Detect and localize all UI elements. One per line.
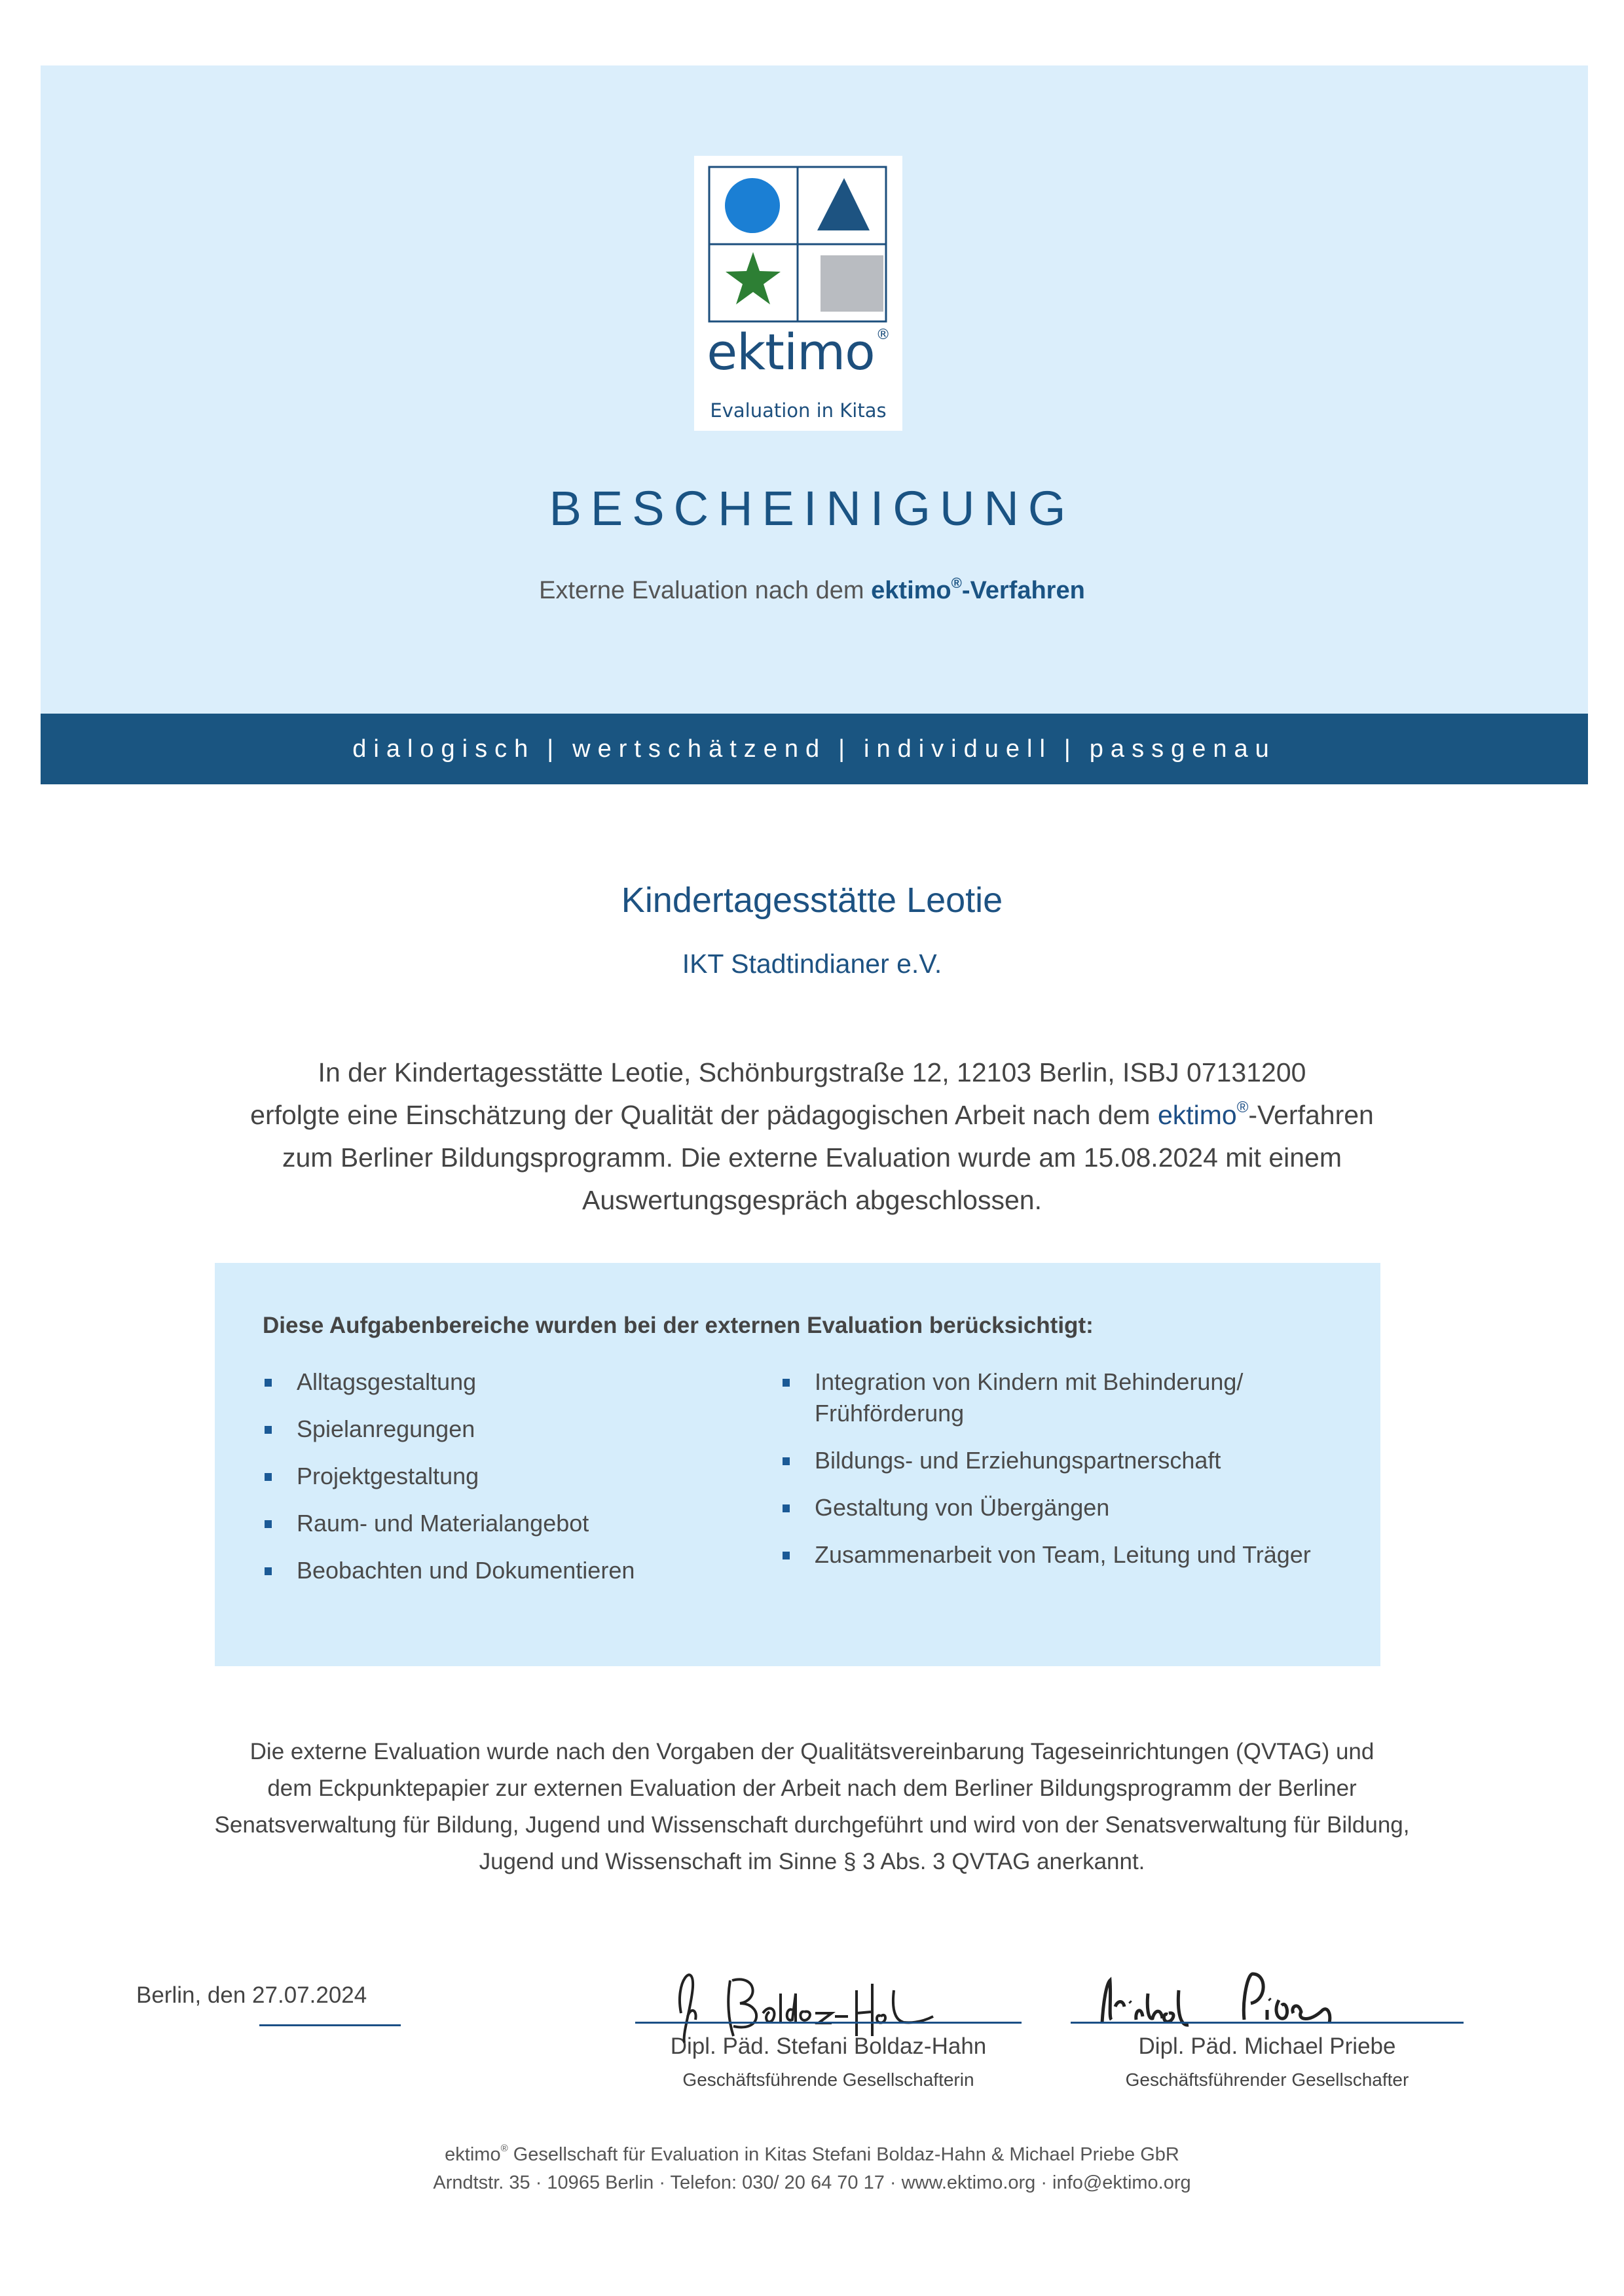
list-item-text: Alltagsgestaltung	[297, 1368, 477, 1395]
signature-priebe	[1071, 1954, 1464, 2046]
recognition-line: dem Eckpunktepapier zur externen Evaluation der Arbeit nach dem Berliner Bildungsprogramm der Berliner	[267, 1776, 1357, 1801]
institution-name: Kindertagesstätte Leotie	[621, 881, 1003, 920]
signatory-role: Geschäftsführender Gesellschafter	[1125, 2069, 1409, 2090]
signature-area	[635, 1954, 1022, 2024]
bullet-icon	[265, 1379, 272, 1387]
subtitle-brand	[871, 577, 1085, 604]
subtitle-prefix: Externe Evaluation nach dem	[539, 577, 872, 604]
footer-company	[0, 2143, 1624, 2166]
list-item	[781, 1492, 1312, 1523]
list-item	[263, 1555, 635, 1586]
recognition-line: Die externe Evaluation wurde nach den Vorgaben der Qualitätsvereinbarung Tageseinrichtungen (QVTAG) und	[249, 1739, 1375, 1764]
value-separator: |	[838, 735, 853, 763]
recognition-line: Senatsverwaltung für Bildung, Jugend und Wissenschaft durchgeführt und wird von der Senatsverwaltung für Bildung,	[214, 1812, 1410, 1838]
registered-mark: ®	[876, 327, 890, 343]
signatory-block	[1071, 1954, 1464, 2090]
signatory-role: Geschäftsführende Gesellschafterin	[682, 2069, 974, 2090]
list-item	[263, 1508, 635, 1539]
statement-line: In der Kindertagesstätte Leotie, Schönburgstraße 12, 12103 Berlin, ISBJ 07131200	[318, 1057, 1306, 1087]
statement-line	[92, 1094, 1532, 1137]
date-underline	[259, 2024, 401, 2026]
list-item	[263, 1366, 635, 1398]
logo-tagline: Evaluation in Kitas	[710, 399, 887, 422]
statement-line: zum Berliner Bildungsprogramm. Die externe Evaluation wurde am 15.08.2024 mit einem	[282, 1142, 1342, 1173]
value-item: dialogisch	[352, 735, 536, 763]
values-band	[41, 714, 1588, 784]
subtitle-suffix: -Verfahren	[961, 577, 1085, 604]
ektimo-logo	[694, 156, 902, 431]
bullet-icon	[783, 1457, 790, 1465]
value-item: passgenau	[1089, 735, 1276, 763]
bullet-icon	[783, 1504, 790, 1512]
list-item	[263, 1461, 635, 1492]
logo-wordmark-text: ektimo	[707, 323, 875, 381]
list-item	[781, 1539, 1312, 1571]
footer-registered-mark: ®	[500, 2143, 508, 2154]
list-item	[263, 1413, 635, 1445]
certificate-title: BESCHEINIGUNG	[549, 481, 1075, 536]
statement-line2-suffix: -Verfahren	[1248, 1100, 1374, 1130]
logo-wordmark	[694, 323, 902, 381]
list-item-text: Zusammenarbeit von Team, Leitung und Träger	[815, 1541, 1311, 1568]
bullet-icon	[265, 1567, 272, 1575]
subtitle-registered-mark: ®	[951, 575, 962, 591]
value-item: wertschätzend	[572, 735, 827, 763]
signature-line	[635, 2022, 1022, 2024]
areas-list-left	[263, 1366, 635, 1602]
institution-provider: IKT Stadtindianer e.V.	[682, 949, 942, 979]
square-icon	[821, 255, 883, 312]
list-item-text: Integration von Kindern mit Behinderung/ Frühförderung	[815, 1368, 1244, 1427]
signature-area	[1071, 1954, 1464, 2024]
footer-contact: Arndtstr. 35 · 10965 Berlin · Telefon: 030/ 20 64 70 17 · www.ektimo.org · info@ektimo.org	[433, 2172, 1191, 2193]
areas-list-right	[781, 1366, 1312, 1586]
statement-registered-mark: ®	[1236, 1099, 1249, 1116]
list-item-text: Beobachten und Dokumentieren	[297, 1557, 635, 1584]
bullet-icon	[783, 1379, 790, 1387]
value-separator: |	[547, 735, 561, 763]
list-item-text: Gestaltung von Übergängen	[815, 1494, 1110, 1521]
areas-heading: Diese Aufgabenbereiche wurden bei der externen Evaluation berücksichtigt:	[263, 1313, 1094, 1338]
list-item-text: Raum- und Materialangebot	[297, 1510, 589, 1537]
circle-icon	[725, 178, 780, 233]
recognition-line: Jugend und Wissenschaft im Sinne § 3 Abs. 3 QVTAG anerkannt.	[479, 1849, 1145, 1874]
list-item-text: Projektgestaltung	[297, 1463, 479, 1489]
bullet-icon	[265, 1426, 272, 1434]
logo-shapes-grid	[707, 165, 888, 323]
signature-line	[1071, 2022, 1464, 2024]
statement-line2-prefix: erfolgte eine Einschätzung der Qualität der pädagogischen Arbeit nach dem	[250, 1100, 1158, 1130]
recognition-statement	[79, 1734, 1545, 1880]
list-item-text: Spielanregungen	[297, 1415, 475, 1442]
subtitle-brand-text: ektimo	[871, 577, 951, 604]
evaluation-statement	[92, 1051, 1532, 1222]
bullet-icon	[783, 1552, 790, 1559]
list-item-text: Bildungs- und Erziehungspartnerschaft	[815, 1447, 1221, 1474]
areas-box	[215, 1263, 1380, 1666]
list-item	[781, 1445, 1312, 1476]
list-item	[781, 1366, 1312, 1429]
statement-line: Auswertungsgespräch abgeschlossen.	[582, 1185, 1042, 1215]
value-separator: |	[1063, 735, 1078, 763]
footer-brand: ektimo	[445, 2144, 501, 2165]
signatory-name: Dipl. Päd. Stefani Boldaz-Hahn	[670, 2033, 987, 2059]
place-date: Berlin, den 27.07.2024	[136, 1982, 367, 2008]
signature-boldaz-hahn	[635, 1954, 1022, 2046]
bullet-icon	[265, 1520, 272, 1528]
certificate-subtitle	[0, 576, 1624, 603]
statement-brand: ektimo	[1157, 1100, 1237, 1130]
value-item: individuell	[864, 735, 1052, 763]
footer-company-name: Gesellschaft für Evaluation in Kitas Stefani Boldaz-Hahn & Michael Priebe GbR	[507, 2144, 1179, 2165]
bullet-icon	[265, 1473, 272, 1481]
signatory-block	[635, 1954, 1022, 2090]
signatory-name: Dipl. Päd. Michael Priebe	[1138, 2033, 1396, 2059]
